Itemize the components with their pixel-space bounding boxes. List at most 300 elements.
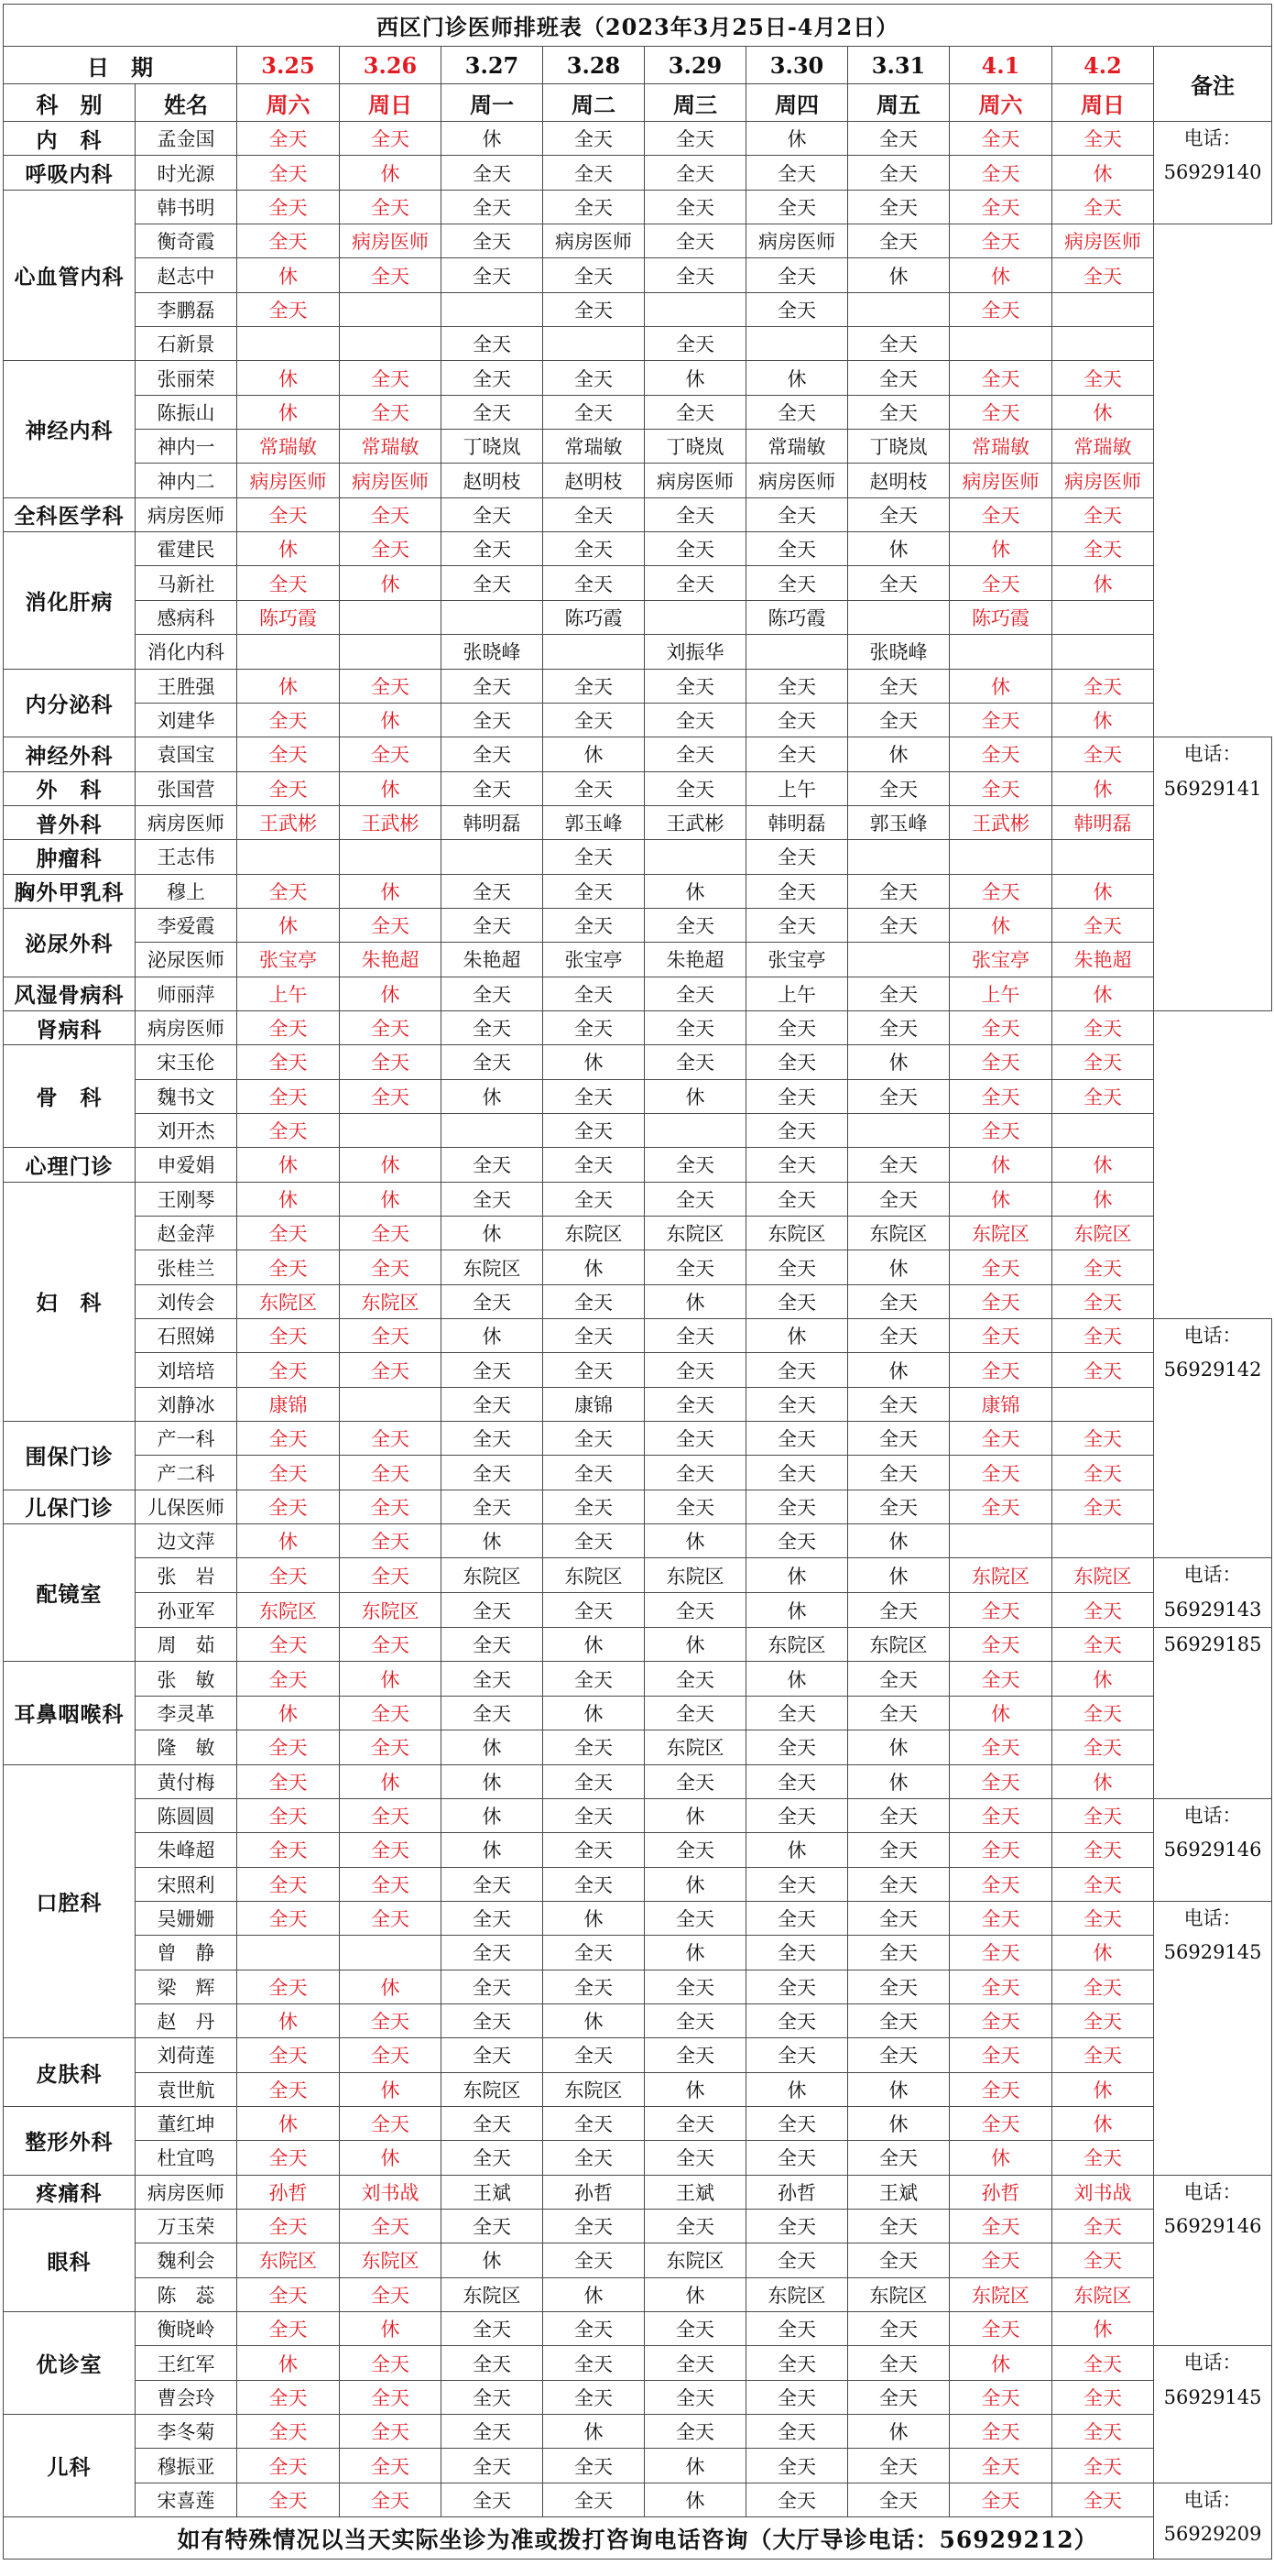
shift-cell: 全天 — [950, 156, 1052, 190]
shift-cell: 全天 — [950, 1628, 1052, 1662]
footer-note: 如有特殊情况以当天实际坐诊为准或拨打咨询电话咨询（大厅导诊电话：56929212） — [4, 2517, 1272, 2560]
shift-cell: 全天 — [441, 2380, 543, 2414]
shift-cell: 休 — [340, 1148, 441, 1182]
shift-cell: 休 — [543, 1696, 645, 1730]
schedule-row — [4, 2209, 1272, 2243]
shift-cell: 孙哲 — [950, 2175, 1052, 2209]
shift-cell: 病房医师 — [746, 224, 848, 258]
shift-cell: 全天 — [746, 566, 848, 600]
department-name: 口腔科 — [4, 1764, 136, 2038]
shift-cell: 全天 — [441, 1901, 543, 1935]
title-row — [4, 5, 1272, 47]
shift-cell: 全天 — [441, 2038, 543, 2072]
shift-cell: 全天 — [441, 771, 543, 805]
doctor-name: 产二科 — [136, 1456, 237, 1490]
shift-cell: 康锦 — [543, 1387, 645, 1421]
shift-cell: 张晓峰 — [848, 635, 950, 669]
contact-note — [1154, 737, 1272, 1011]
shift-cell: 东院区 — [1052, 1217, 1154, 1250]
phone-label: 电话： — [1183, 1325, 1242, 1348]
department-name: 围保门诊 — [4, 1422, 136, 1490]
doctor-name: 张 敏 — [136, 1662, 237, 1696]
shift-cell: 全天 — [543, 190, 645, 224]
shift-cell: 郭玉峰 — [848, 805, 950, 839]
shift-cell: 全天 — [340, 1010, 441, 1044]
shift-cell: 休 — [746, 1662, 848, 1696]
shift-cell: 全天 — [441, 2003, 543, 2037]
shift-cell: 陈巧霞 — [746, 600, 848, 634]
shift-cell: 全天 — [441, 1628, 543, 1662]
shift-cell: 病房医师 — [746, 464, 848, 497]
shift-cell: 全天 — [441, 669, 543, 703]
shift-cell — [340, 635, 441, 669]
shift-cell: 全天 — [950, 1422, 1052, 1456]
shift-cell: 全天 — [746, 1524, 848, 1558]
date-header: 3.29 — [645, 47, 746, 84]
shift-cell: 东院区 — [1052, 1558, 1154, 1593]
shift-cell: 休 — [645, 1798, 746, 1832]
shift-cell: 全天 — [237, 1250, 340, 1284]
shift-cell: 休 — [848, 2415, 950, 2449]
shift-cell: 全天 — [340, 1353, 441, 1387]
department-name: 儿保门诊 — [4, 1490, 136, 1523]
date-header: 3.25 — [237, 47, 340, 84]
shift-cell: 全天 — [543, 395, 645, 429]
shift-cell: 全天 — [1052, 1045, 1154, 1079]
shift-cell: 全天 — [1052, 2483, 1154, 2516]
shift-cell: 全天 — [645, 2209, 746, 2243]
shift-cell: 全天 — [950, 703, 1052, 737]
date-header: 3.31 — [848, 47, 950, 84]
shift-cell: 全天 — [340, 1798, 441, 1832]
shift-cell: 全天 — [950, 1045, 1052, 1079]
shift-cell: 东院区 — [543, 1217, 645, 1250]
doctor-name: 张国营 — [136, 771, 237, 805]
date-header: 3.30 — [746, 47, 848, 84]
doctor-name: 宋喜莲 — [136, 2483, 237, 2516]
shift-cell — [645, 1113, 746, 1147]
shift-cell: 病房医师 — [950, 464, 1052, 497]
doctor-name: 穆上 — [136, 874, 237, 908]
shift-cell: 休 — [441, 1524, 543, 1558]
contact-note — [1154, 1319, 1272, 1558]
shift-cell: 东院区 — [746, 2277, 848, 2311]
shift-cell: 全天 — [848, 2483, 950, 2516]
contact-note — [1154, 1628, 1272, 1799]
shift-cell: 休 — [1052, 1936, 1154, 1970]
doctor-name: 黄付梅 — [136, 1764, 237, 1798]
shift-cell: 全天 — [1052, 2449, 1154, 2483]
shift-cell: 休 — [746, 1558, 848, 1593]
shift-cell: 全天 — [543, 1113, 645, 1147]
shift-cell: 全天 — [340, 2449, 441, 2483]
shift-cell: 全天 — [848, 1079, 950, 1113]
shift-cell: 休 — [543, 1901, 645, 1935]
shift-cell: 全天 — [1052, 532, 1154, 566]
shift-cell: 全天 — [543, 1148, 645, 1182]
shift-cell: 郭玉峰 — [543, 805, 645, 839]
shift-cell: 全天 — [441, 2449, 543, 2483]
shift-cell: 休 — [950, 258, 1052, 292]
shift-cell: 全天 — [543, 669, 645, 703]
shift-cell: 病房医师 — [543, 224, 645, 258]
shift-cell: 休 — [340, 1764, 441, 1798]
shift-cell: 全天 — [237, 1867, 340, 1901]
phone-label: 电话： — [1183, 2180, 1242, 2203]
schedule-row — [4, 1182, 1272, 1216]
shift-cell: 全天 — [746, 1764, 848, 1798]
shift-cell: 休 — [950, 1182, 1052, 1216]
doctor-name: 师丽萍 — [136, 977, 237, 1010]
shift-cell: 休 — [645, 2449, 746, 2483]
shift-cell: 休 — [645, 1936, 746, 1970]
doctor-name: 时光源 — [136, 156, 237, 190]
shift-cell: 全天 — [237, 1764, 340, 1798]
shift-cell: 全天 — [848, 395, 950, 429]
shift-cell: 全天 — [340, 1867, 441, 1901]
shift-cell — [237, 1936, 340, 1970]
shift-cell: 全天 — [237, 2072, 340, 2106]
shift-cell: 上午 — [237, 977, 340, 1010]
shift-cell: 丁晓岚 — [848, 430, 950, 464]
shift-cell: 休 — [441, 2243, 543, 2277]
shift-cell: 全天 — [441, 1387, 543, 1421]
shift-cell: 全天 — [543, 566, 645, 600]
shift-cell — [950, 1524, 1052, 1558]
schedule-row — [4, 600, 1272, 634]
shift-cell: 全天 — [543, 1798, 645, 1832]
shift-cell: 全天 — [543, 1079, 645, 1113]
shift-cell: 全天 — [645, 1593, 746, 1628]
shift-cell: 休 — [746, 1593, 848, 1628]
shift-cell — [340, 1113, 441, 1147]
shift-cell: 全天 — [543, 1182, 645, 1216]
shift-cell: 全天 — [441, 258, 543, 292]
shift-cell — [645, 292, 746, 326]
shift-cell: 休 — [1052, 1662, 1154, 1696]
schedule-row — [4, 2312, 1272, 2346]
schedule-row — [4, 1490, 1272, 1523]
shift-cell: 张晓峰 — [441, 635, 543, 669]
shift-cell: 赵明枝 — [848, 464, 950, 497]
shift-cell: 病房医师 — [340, 224, 441, 258]
shift-cell: 全天 — [848, 1662, 950, 1696]
shift-cell: 全天 — [237, 2277, 340, 2311]
doctor-name: 衡晓岭 — [136, 2312, 237, 2346]
shift-cell: 休 — [441, 1730, 543, 1764]
shift-cell: 休 — [848, 1764, 950, 1798]
shift-cell: 常瑞敏 — [543, 430, 645, 464]
shift-cell: 王斌 — [848, 2175, 950, 2209]
schedule-row — [4, 1284, 1272, 1318]
shift-cell: 全天 — [1052, 1696, 1154, 1730]
shift-cell: 全天 — [950, 2415, 1052, 2449]
shift-cell: 全天 — [746, 1010, 848, 1044]
shift-cell — [441, 292, 543, 326]
shift-cell — [848, 840, 950, 874]
shift-cell: 休 — [340, 874, 441, 908]
shift-cell: 全天 — [950, 874, 1052, 908]
shift-cell: 全天 — [543, 1970, 645, 2003]
shift-cell: 休 — [848, 2106, 950, 2140]
weekday-header: 周六 — [237, 84, 340, 122]
shift-cell: 全天 — [340, 361, 441, 395]
doctor-name: 刘静冰 — [136, 1387, 237, 1421]
shift-cell: 全天 — [746, 2209, 848, 2243]
shift-cell: 全天 — [340, 1250, 441, 1284]
doctor-name: 病房医师 — [136, 1010, 237, 1044]
shift-cell: 全天 — [441, 908, 543, 942]
shift-cell: 全天 — [746, 737, 848, 771]
shift-cell: 全天 — [237, 292, 340, 326]
shift-cell: 全天 — [645, 2038, 746, 2072]
shift-cell: 休 — [237, 2106, 340, 2140]
shift-cell: 常瑞敏 — [950, 430, 1052, 464]
shift-cell: 全天 — [645, 2106, 746, 2140]
shift-cell: 全天 — [1052, 1353, 1154, 1387]
shift-cell: 休 — [543, 737, 645, 771]
shift-cell: 全天 — [340, 190, 441, 224]
shift-cell: 全天 — [543, 122, 645, 156]
shift-cell: 全天 — [340, 532, 441, 566]
shift-cell: 全天 — [237, 190, 340, 224]
shift-cell: 全天 — [340, 258, 441, 292]
doctor-name: 孙亚军 — [136, 1593, 237, 1628]
doctor-name: 刘开杰 — [136, 1113, 237, 1147]
shift-cell: 东院区 — [848, 2277, 950, 2311]
shift-cell — [237, 635, 340, 669]
schedule-row — [4, 1045, 1272, 1079]
shift-cell — [746, 327, 848, 361]
shift-cell: 休 — [950, 908, 1052, 942]
shift-cell: 全天 — [543, 771, 645, 805]
weekday-header-row — [4, 84, 1272, 122]
shift-cell: 全天 — [543, 532, 645, 566]
shift-cell: 全天 — [950, 361, 1052, 395]
schedule-row — [4, 1558, 1272, 1593]
shift-cell: 全天 — [237, 224, 340, 258]
doctor-name: 边文萍 — [136, 1524, 237, 1558]
weekday-header: 周五 — [848, 84, 950, 122]
schedule-row — [4, 2346, 1272, 2380]
shift-cell: 休 — [441, 1079, 543, 1113]
shift-cell: 休 — [746, 1319, 848, 1353]
shift-cell: 休 — [645, 361, 746, 395]
shift-cell: 休 — [848, 532, 950, 566]
schedule-row — [4, 1936, 1272, 1970]
shift-cell: 全天 — [950, 1113, 1052, 1147]
shift-cell: 全天 — [237, 1901, 340, 1935]
shift-cell: 上午 — [746, 977, 848, 1010]
schedule-row — [4, 1319, 1272, 1353]
shift-cell: 全天 — [1052, 2243, 1154, 2277]
shift-cell: 上午 — [950, 977, 1052, 1010]
shift-cell: 全天 — [1052, 258, 1154, 292]
shift-cell — [441, 840, 543, 874]
department-name: 消化肝病 — [4, 532, 136, 669]
shift-cell: 全天 — [1052, 1867, 1154, 1901]
shift-cell: 东院区 — [1052, 2277, 1154, 2311]
shift-cell: 全天 — [848, 2209, 950, 2243]
shift-cell: 休 — [340, 771, 441, 805]
shift-cell: 全天 — [950, 2380, 1052, 2414]
shift-cell: 全天 — [950, 1867, 1052, 1901]
schedule-row — [4, 2483, 1272, 2516]
doctor-name: 曹会玲 — [136, 2380, 237, 2414]
shift-cell: 韩明磊 — [1052, 805, 1154, 839]
shift-cell: 全天 — [340, 2106, 441, 2140]
shift-cell: 休 — [543, 2415, 645, 2449]
shift-cell: 全天 — [340, 1558, 441, 1593]
shift-cell: 全天 — [950, 1319, 1052, 1353]
shift-cell: 全天 — [441, 737, 543, 771]
shift-cell: 休 — [1052, 395, 1154, 429]
shift-cell: 全天 — [340, 122, 441, 156]
schedule-row — [4, 1696, 1272, 1730]
doctor-name: 吴姗姗 — [136, 1901, 237, 1935]
shift-cell: 全天 — [237, 1456, 340, 1490]
doctor-name: 张丽荣 — [136, 361, 237, 395]
shift-cell: 全天 — [950, 2209, 1052, 2243]
shift-cell: 朱艳超 — [645, 943, 746, 977]
shift-cell: 全天 — [848, 874, 950, 908]
department-name: 胸外甲乳科 — [4, 874, 136, 908]
shift-cell: 全天 — [237, 2038, 340, 2072]
shift-cell — [645, 600, 746, 634]
schedule-row — [4, 430, 1272, 464]
schedule-row — [4, 2141, 1272, 2175]
shift-cell: 全天 — [746, 532, 848, 566]
shift-cell: 全天 — [340, 1696, 441, 1730]
shift-cell: 全天 — [543, 874, 645, 908]
shift-cell: 全天 — [1052, 1319, 1154, 1353]
contact-note — [1154, 2175, 1272, 2346]
shift-cell: 休 — [645, 1628, 746, 1662]
department-name: 肾病科 — [4, 1010, 136, 1044]
schedule-row — [4, 566, 1272, 600]
shift-cell: 全天 — [340, 1456, 441, 1490]
shift-cell: 休 — [237, 2346, 340, 2380]
shift-cell: 全天 — [1052, 1593, 1154, 1628]
shift-cell: 全天 — [746, 2141, 848, 2175]
shift-cell: 病房医师 — [340, 464, 441, 497]
shift-cell: 全天 — [848, 1490, 950, 1523]
shift-cell: 全天 — [645, 1182, 746, 1216]
shift-cell: 全天 — [645, 1353, 746, 1387]
shift-cell: 休 — [340, 1970, 441, 2003]
shift-cell: 全天 — [237, 1045, 340, 1079]
shift-cell: 休 — [1052, 977, 1154, 1010]
shift-cell: 全天 — [848, 1387, 950, 1421]
shift-cell: 全天 — [848, 2312, 950, 2346]
schedule-row — [4, 156, 1272, 190]
shift-cell: 东院区 — [950, 1217, 1052, 1250]
shift-cell: 全天 — [543, 840, 645, 874]
shift-cell: 全天 — [746, 1284, 848, 1318]
shift-cell: 休 — [1052, 2312, 1154, 2346]
doctor-name: 刘传会 — [136, 1284, 237, 1318]
weekday-header: 周六 — [950, 84, 1052, 122]
shift-cell — [848, 292, 950, 326]
shift-cell: 全天 — [645, 1696, 746, 1730]
shift-cell: 丁晓岚 — [441, 430, 543, 464]
shift-cell: 全天 — [340, 1901, 441, 1935]
shift-cell: 休 — [848, 1524, 950, 1558]
shift-cell: 休 — [543, 1250, 645, 1284]
shift-cell: 休 — [950, 2141, 1052, 2175]
shift-cell: 全天 — [848, 156, 950, 190]
shift-cell: 全天 — [441, 361, 543, 395]
shift-cell: 全天 — [950, 1730, 1052, 1764]
shift-cell: 全天 — [441, 1010, 543, 1044]
shift-cell: 全天 — [950, 2072, 1052, 2106]
doctor-name: 董红坤 — [136, 2106, 237, 2140]
shift-cell: 东院区 — [441, 1250, 543, 1284]
doctor-name: 朱峰超 — [136, 1833, 237, 1867]
shift-cell: 全天 — [543, 1284, 645, 1318]
shift-cell: 全天 — [237, 1662, 340, 1696]
shift-cell: 休 — [237, 532, 340, 566]
doctor-name: 张桂兰 — [136, 1250, 237, 1284]
shift-cell: 全天 — [950, 122, 1052, 156]
shift-cell: 全天 — [543, 2243, 645, 2277]
shift-cell: 张宝亭 — [237, 943, 340, 977]
shift-cell: 全天 — [950, 1764, 1052, 1798]
shift-cell: 休 — [441, 1217, 543, 1250]
weekday-header: 周二 — [543, 84, 645, 122]
shift-cell: 休 — [441, 1833, 543, 1867]
shift-cell: 全天 — [1052, 1079, 1154, 1113]
shift-cell: 全天 — [1052, 2003, 1154, 2037]
schedule-row — [4, 771, 1272, 805]
shift-cell: 全天 — [340, 1045, 441, 1079]
department-name: 儿科 — [4, 2415, 136, 2517]
shift-cell: 全天 — [1052, 2415, 1154, 2449]
shift-cell: 孙哲 — [746, 2175, 848, 2209]
schedule-row — [4, 874, 1272, 908]
shift-cell: 休 — [746, 2072, 848, 2106]
shift-cell: 全天 — [237, 1558, 340, 1593]
shift-cell: 全天 — [1052, 1456, 1154, 1490]
doctor-name: 魏利会 — [136, 2243, 237, 2277]
shift-cell: 全天 — [237, 2380, 340, 2414]
shift-cell: 赵明枝 — [441, 464, 543, 497]
shift-cell: 休 — [237, 258, 340, 292]
shift-cell: 休 — [645, 2277, 746, 2311]
shift-cell — [237, 840, 340, 874]
shift-cell: 全天 — [848, 1970, 950, 2003]
doctor-name: 消化内科 — [136, 635, 237, 669]
department-name: 神经外科 — [4, 737, 136, 771]
shift-cell: 全天 — [746, 1936, 848, 1970]
shift-cell: 休 — [848, 1250, 950, 1284]
shift-cell: 东院区 — [645, 2243, 746, 2277]
shift-cell: 全天 — [746, 1490, 848, 1523]
shift-cell: 全天 — [746, 840, 848, 874]
schedule-row — [4, 2106, 1272, 2140]
contact-note — [1154, 2483, 1272, 2559]
department-name: 外 科 — [4, 771, 136, 805]
doctor-name: 神内一 — [136, 430, 237, 464]
shift-cell — [1052, 1387, 1154, 1421]
contact-note — [1154, 1558, 1272, 1628]
shift-cell: 休 — [1052, 156, 1154, 190]
shift-cell: 休 — [1052, 2072, 1154, 2106]
shift-cell: 全天 — [237, 1319, 340, 1353]
shift-cell: 全天 — [746, 156, 848, 190]
shift-cell: 全天 — [237, 2209, 340, 2243]
department-name: 配镜室 — [4, 1524, 136, 1662]
